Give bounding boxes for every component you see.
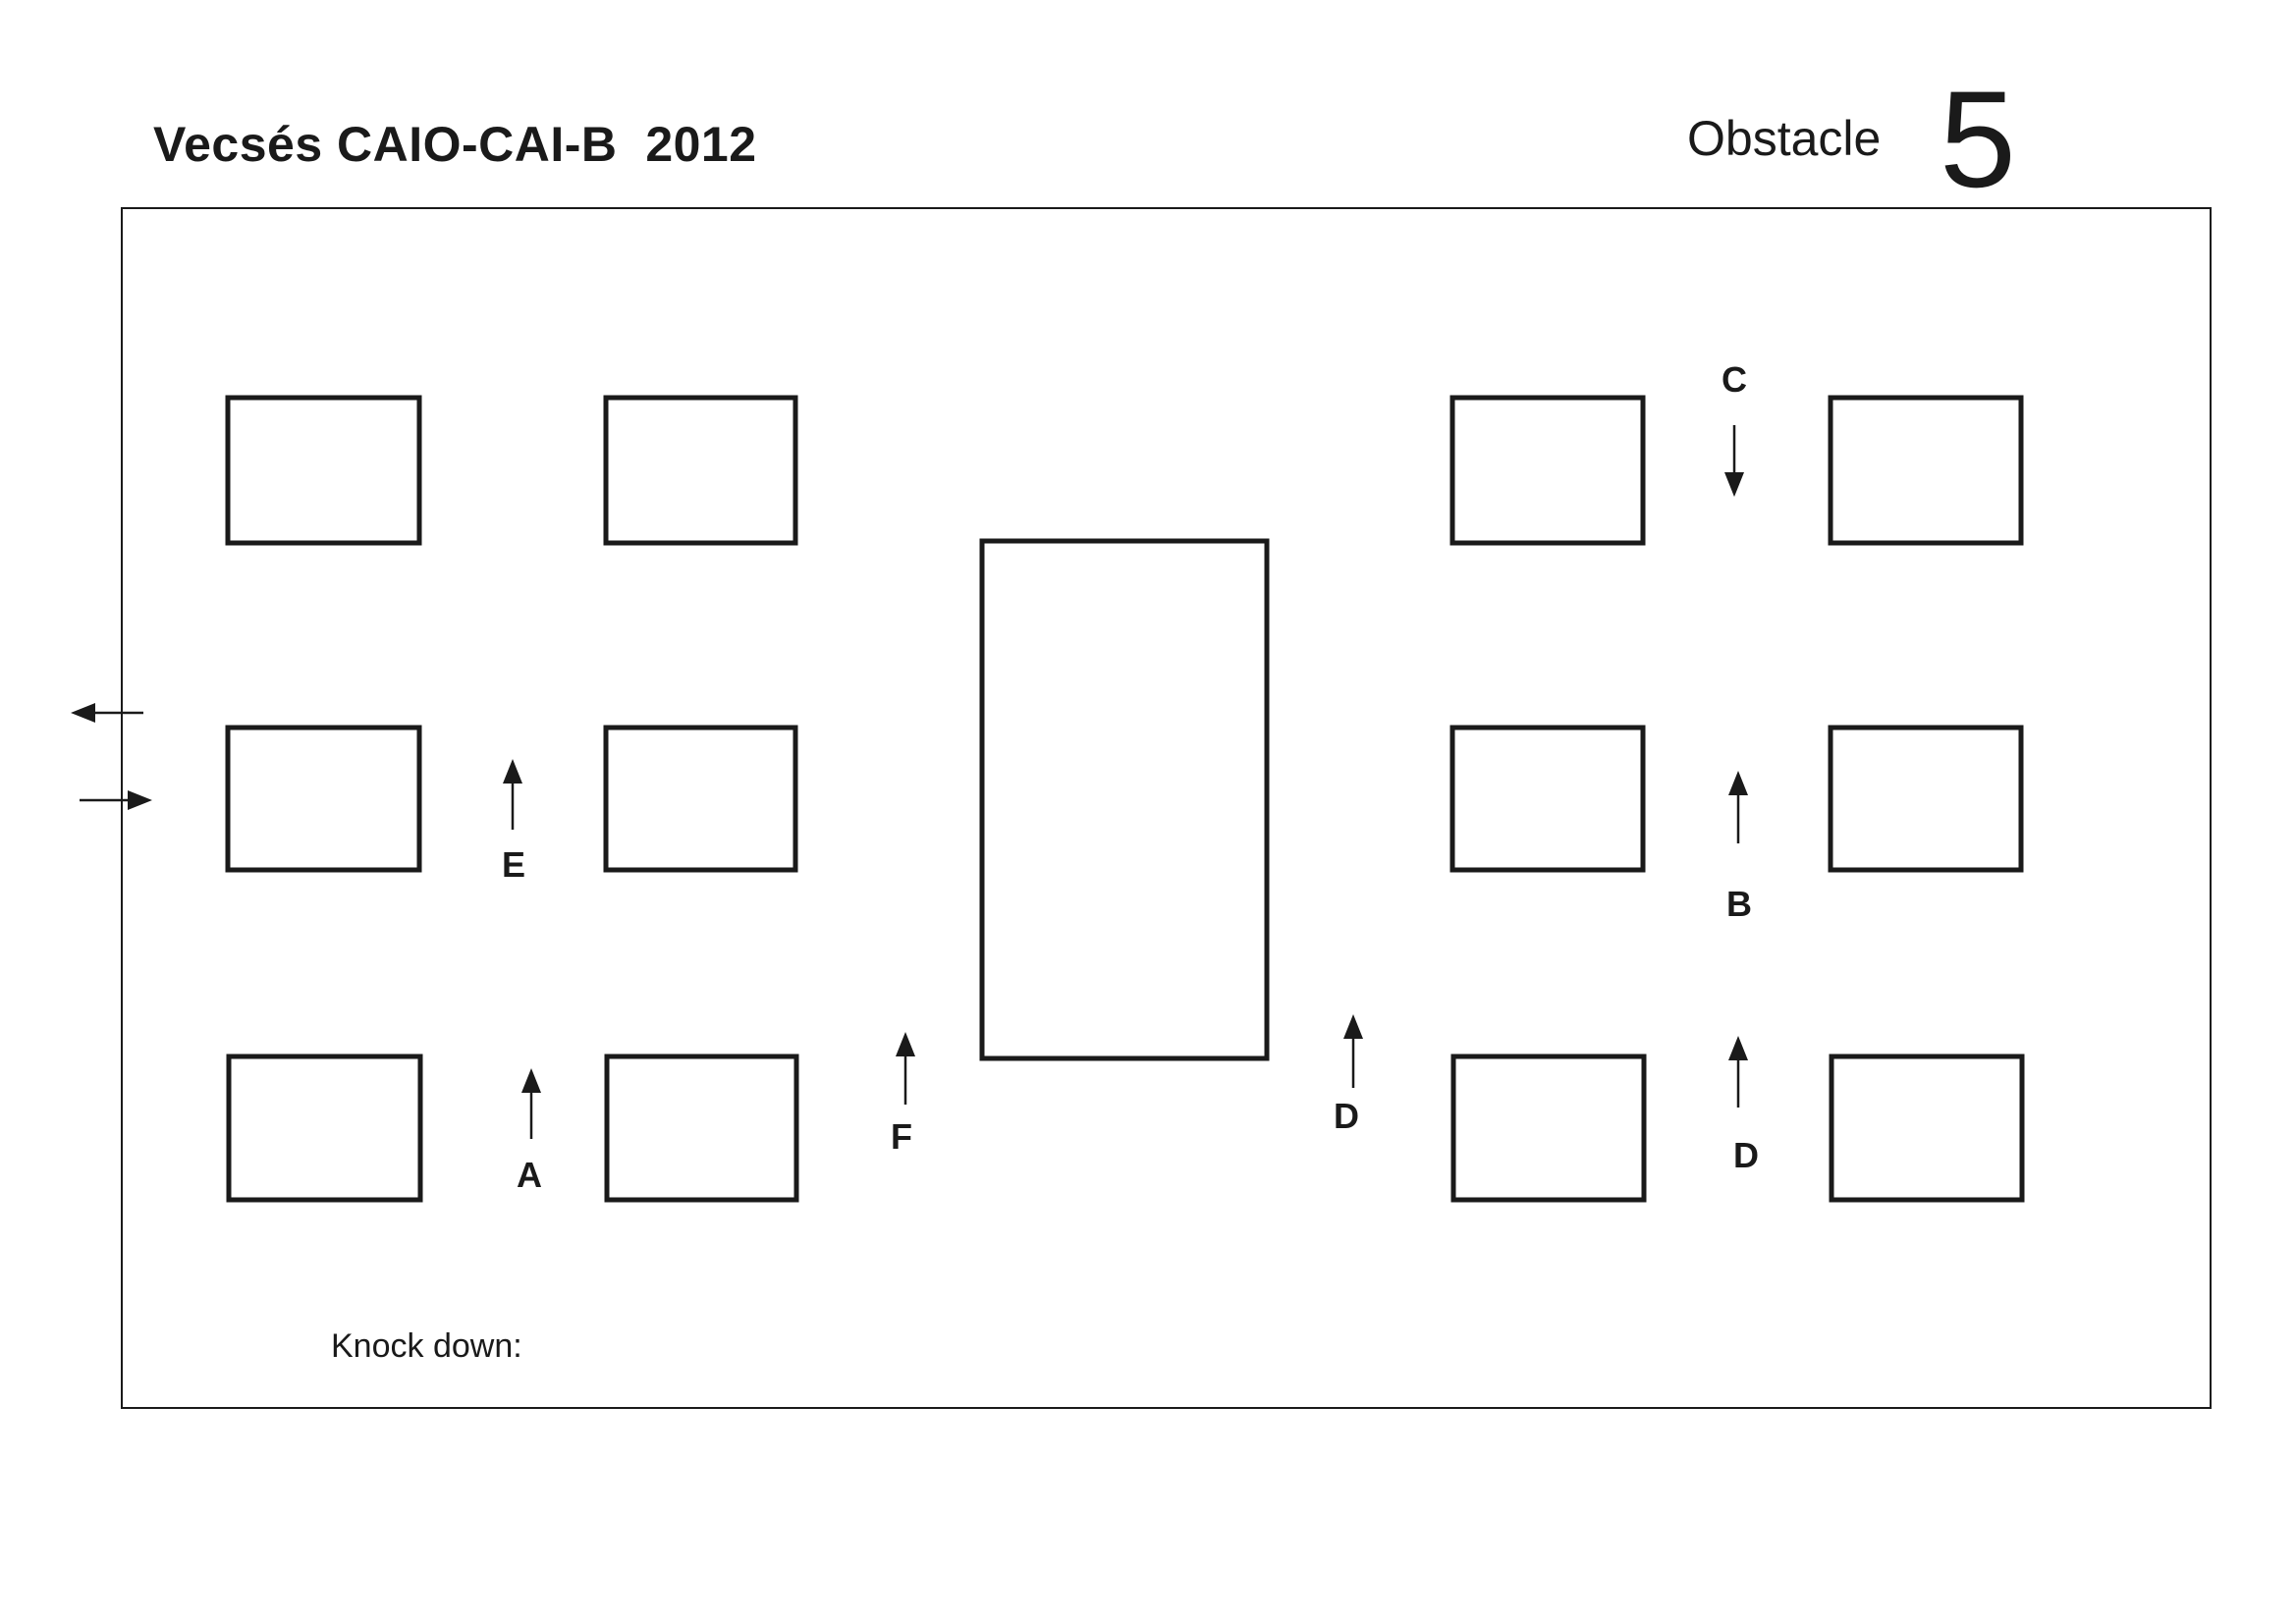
gate-d-center-label: D: [1334, 1096, 1359, 1136]
obstacle-box: [229, 1056, 420, 1200]
obstacle-number: 5: [1940, 62, 2016, 216]
gate-f-label: F: [891, 1116, 912, 1157]
obstacle-box: [607, 1056, 796, 1200]
obstacle-box: [1453, 1056, 1644, 1200]
obstacle-box: [606, 398, 795, 543]
knock-down-label: Knock down:: [331, 1327, 522, 1365]
arena-boundary: [122, 208, 2211, 1408]
page-title: Vecsés CAIO-CAI-B 2012: [153, 117, 757, 172]
obstacle-label: Obstacle: [1687, 111, 1882, 166]
gate-e-label: E: [501, 844, 526, 885]
obstacle-box: [1452, 728, 1643, 870]
gate-b-label: B: [1726, 884, 1752, 924]
gate-a-label: A: [517, 1155, 542, 1195]
gate-d-right-label: D: [1733, 1135, 1759, 1175]
obstacle-box: [606, 728, 795, 870]
obstacle-box: [1831, 1056, 2022, 1200]
obstacle-box: [1831, 728, 2021, 870]
obstacle-box: [228, 728, 419, 870]
obstacle-box: [1831, 398, 2021, 543]
gate-c-label: C: [1722, 359, 1747, 400]
obstacle-box: [1452, 398, 1643, 543]
central-obstacle: [982, 541, 1267, 1058]
obstacle-box: [228, 398, 419, 543]
